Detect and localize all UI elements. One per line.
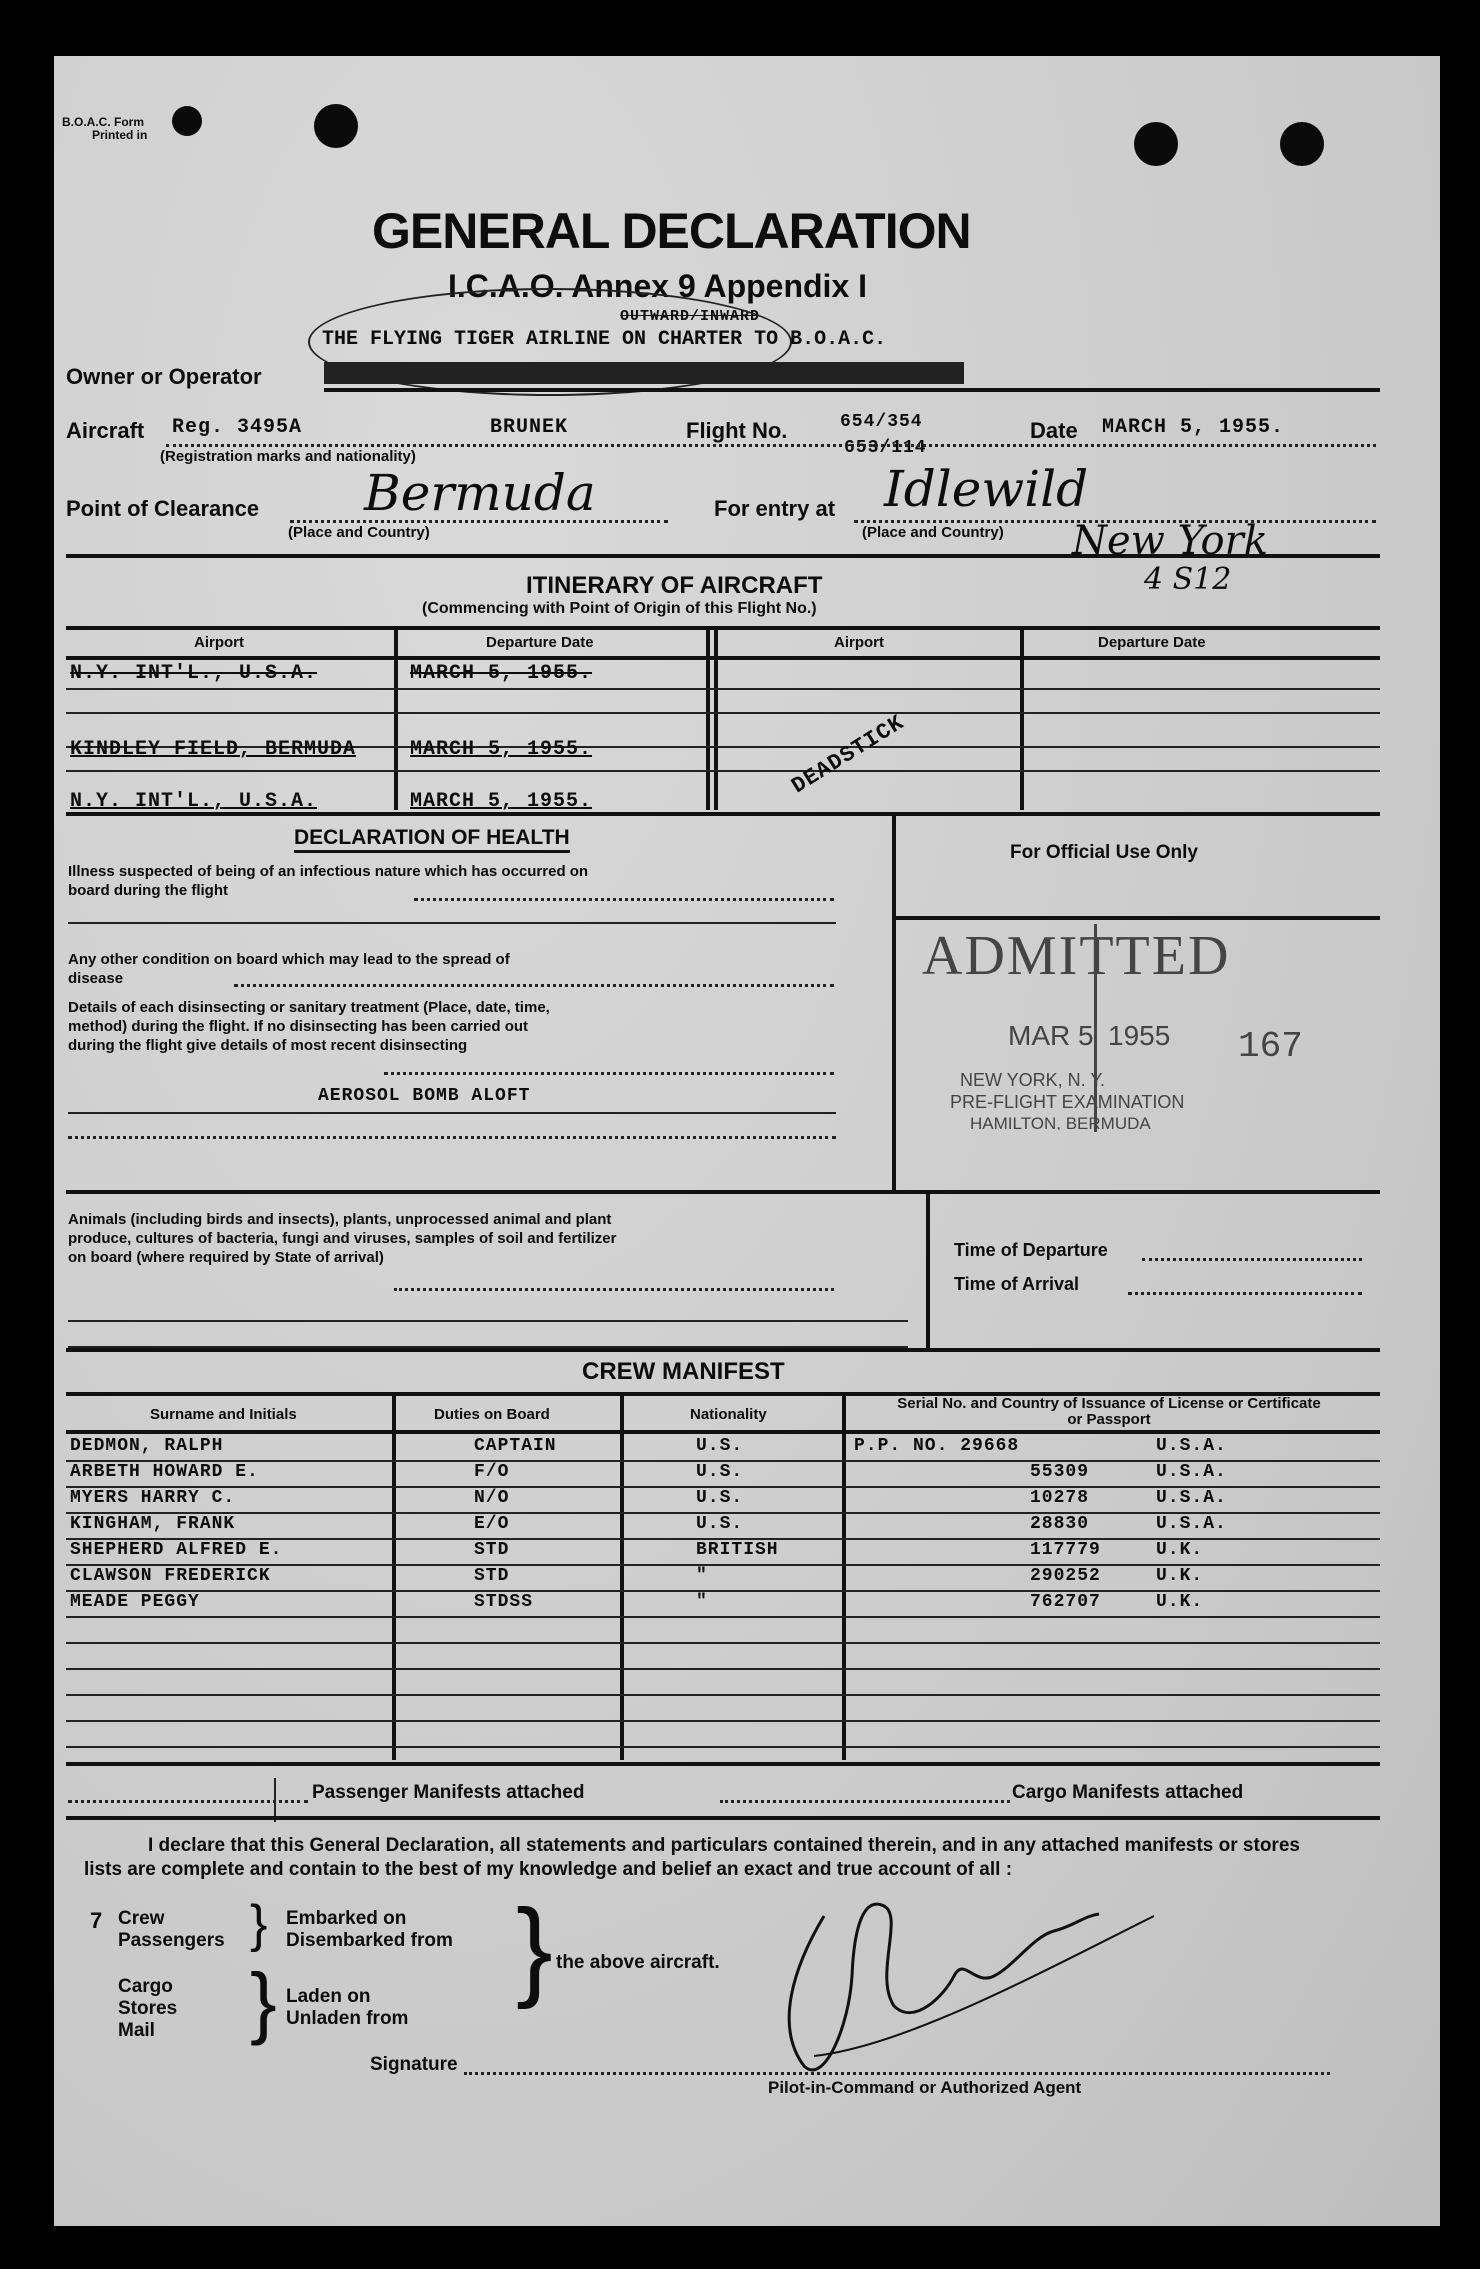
- health-q4: Animals (including birds and insects), plants, unprocessed animal and plant produce, cultures of bacteria, fungi and viruses, samples of soil and fertilizer on board (where required by State of arrival): [68, 1211, 617, 1266]
- crew-cell-nat: ": [696, 1566, 708, 1586]
- itin-row-1-date: MARCH 5, 1955.: [410, 662, 593, 685]
- departure-time-label: Time of Departure: [954, 1240, 1108, 1260]
- entry-place-note: (Place and Country): [862, 524, 1004, 541]
- crew-cell-country: U.S.A.: [1156, 1462, 1227, 1482]
- passenger-manifest-label: Passenger Manifests attached: [312, 1782, 585, 1803]
- crew-cell-name: MEADE PEGGY: [70, 1592, 200, 1612]
- brace: }: [516, 1887, 553, 2010]
- health-q2: Any other condition on board which may lead to the spread of disease: [68, 951, 510, 987]
- itin-header-airport-2: Airport: [834, 634, 884, 651]
- health-q3-answer: AEROSOL BOMB ALOFT: [318, 1086, 531, 1106]
- health-title: DECLARATION OF HEALTH: [294, 826, 570, 853]
- crew-cell-country: U.S.A.: [1156, 1488, 1227, 1508]
- crew-cell-serial: 10278: [1030, 1488, 1090, 1508]
- crew-header-nat: Nationality: [690, 1406, 767, 1423]
- crew-cell-serial: 290252: [1030, 1566, 1101, 1586]
- crew-cell-duty: STDSS: [474, 1592, 534, 1612]
- page-subtitle: I.C.A.O. Annex 9 Appendix I: [448, 268, 868, 304]
- crew-cell-country: U.S.A.: [1156, 1514, 1227, 1534]
- health-q3: Details of each disinsecting or sanitary treatment (Place, date, time, method) during the flight. If no disinsecting has been carried out during the flight give details of most recent disinsecting: [68, 999, 550, 1054]
- above-aircraft-label: the above aircraft.: [556, 1952, 720, 1973]
- declaration-text: I declare that this General Declaration, all statements and particulars contained therein, and in any attached manifests or stores lists are complete and contain to the best of my knowledge and belief an exact and true account of all :: [84, 1835, 1300, 1880]
- embarked-label: Embarked on: [286, 1908, 407, 1929]
- crew-cell-country: U.K.: [1156, 1592, 1204, 1612]
- flight-no: 654/354: [840, 412, 923, 432]
- crew-cell-nat: U.S.: [696, 1436, 744, 1456]
- crew-row-rule: [66, 1642, 1380, 1644]
- entry-label: For entry at: [714, 496, 836, 521]
- crew-cell-duty: STD: [474, 1566, 510, 1586]
- crew-row-rule: [66, 1616, 1380, 1618]
- itin-row-2-date: MARCH 5, 1955.: [410, 738, 593, 761]
- itin-row-3-date: MARCH 5, 1955.: [410, 790, 593, 813]
- crew-cell-serial: 762707: [1030, 1592, 1101, 1612]
- official-use-label: For Official Use Only: [1010, 842, 1198, 863]
- crew-cell-nat: U.S.: [696, 1462, 744, 1482]
- itinerary-subtitle: (Commencing with Point of Origin of this Flight No.): [422, 600, 817, 617]
- brace: }: [250, 1957, 277, 2046]
- crew-cell-serial: 117779: [1030, 1540, 1101, 1560]
- owner-operator-label: Owner or Operator: [66, 364, 262, 389]
- crew-count: 7: [90, 1908, 103, 1933]
- aircraft-type: BRUNEK: [490, 416, 569, 439]
- aircraft-label: Aircraft: [66, 418, 145, 443]
- crew-cell-nat: BRITISH: [696, 1540, 779, 1560]
- crew-cell-nat: U.S.: [696, 1488, 744, 1508]
- signer-role: Pilot-in-Command or Authorized Agent: [768, 2078, 1082, 2097]
- crew-cell-duty: E/O: [474, 1514, 510, 1534]
- handwritten-note: 4 S12: [1144, 562, 1232, 597]
- cargo-label: Cargo: [118, 1976, 173, 1997]
- itin-row-2-airport: KINDLEY FIELD, BERMUDA: [70, 738, 357, 761]
- crew-row-rule: [66, 1694, 1380, 1696]
- crew-cell-country: U.K.: [1156, 1540, 1204, 1560]
- entry-value: Idlewild: [884, 460, 1089, 518]
- crew-cell-nat: U.S.: [696, 1514, 744, 1534]
- arrival-time-label: Time of Arrival: [954, 1274, 1080, 1294]
- admitted-stamp: [898, 920, 1368, 1188]
- punch-hole: [314, 104, 358, 148]
- crew-cell-name: DEDMON, RALPH: [70, 1436, 224, 1456]
- health-q1: Illness suspected of being of an infectious nature which has occurred on board during the flight: [68, 863, 589, 899]
- crew-cell-duty: STD: [474, 1540, 510, 1560]
- crew-cell-name: KINGHAM, FRANK: [70, 1514, 236, 1534]
- stamp-place-3: HAMILTON, BERMUDA: [970, 1114, 1151, 1130]
- disembarked-label: Disembarked from: [286, 1930, 453, 1951]
- passengers-label: Passengers: [118, 1930, 225, 1951]
- crew-row-rule: [66, 1668, 1380, 1670]
- entry-extra: New York: [1072, 518, 1268, 564]
- crew-cell-duty: N/O: [474, 1488, 510, 1508]
- itin-header-airport: Airport: [194, 634, 244, 651]
- struck-operator: [324, 362, 964, 384]
- itinerary-title: ITINERARY OF AIRCRAFT: [526, 572, 823, 599]
- itin-row-3-airport: N.Y. INT'L., U.S.A.: [70, 790, 318, 813]
- clearance-place-note: (Place and Country): [288, 524, 430, 541]
- page-title: GENERAL DECLARATION: [372, 203, 971, 259]
- laden-label: Laden on: [286, 1986, 371, 2007]
- stores-label: Stores: [118, 1998, 178, 2019]
- crew-cell-country: U.K.: [1156, 1566, 1204, 1586]
- crew-cell-country: U.S.A.: [1156, 1436, 1227, 1456]
- punch-hole: [172, 106, 202, 136]
- crew-row-rule: [66, 1746, 1380, 1748]
- crew-cell-nat: ": [696, 1592, 708, 1612]
- signature-label: Signature: [370, 2054, 458, 2075]
- crew-cell-serial: 28830: [1030, 1514, 1090, 1534]
- crew-header-name: Surname and Initials: [150, 1406, 297, 1423]
- flight-date: MARCH 5, 1955.: [1102, 416, 1285, 439]
- crew-cell-duty: F/O: [474, 1462, 510, 1482]
- stamp-number: 167: [1238, 1026, 1303, 1067]
- crew-cell-name: MYERS HARRY C.: [70, 1488, 236, 1508]
- crew-header-duty: Duties on Board: [434, 1406, 550, 1423]
- aircraft-reg: Reg. 3495A: [172, 416, 303, 439]
- itin-header-date-2: Departure Date: [1098, 634, 1206, 651]
- stamp-year: 1955: [1108, 1020, 1171, 1051]
- crew-row-rule: [66, 1720, 1380, 1722]
- stamp-admitted: ADMITTED: [922, 925, 1231, 987]
- operator-typed: THE FLYING TIGER AIRLINE ON CHARTER TO B.O.A.C.: [322, 328, 887, 351]
- registration-note: (Registration marks and nationality): [160, 448, 416, 465]
- crew-cell-name: CLAWSON FREDERICK: [70, 1566, 271, 1586]
- unladen-label: Unladen from: [286, 2008, 409, 2029]
- mail-label: Mail: [118, 2020, 155, 2041]
- clearance-value: Bermuda: [364, 464, 596, 522]
- crew-title: CREW MANIFEST: [582, 1358, 785, 1385]
- punch-hole: [1134, 122, 1178, 166]
- cargo-manifest-label: Cargo Manifests attached: [1012, 1782, 1244, 1803]
- flight-no-label: Flight No.: [686, 418, 788, 443]
- declaration-form: [54, 56, 1440, 2226]
- itin-header-date: Departure Date: [486, 634, 594, 651]
- crew-header-serial: Serial No. and Country of Issuance of License or Certificate or Passport: [897, 1395, 1321, 1428]
- crew-cell-name: ARBETH HOWARD E.: [70, 1462, 259, 1482]
- date-label: Date: [1030, 418, 1078, 443]
- stamp-place-1: NEW YORK, N. Y.: [960, 1070, 1106, 1090]
- flight-no-2: 653/114: [844, 438, 927, 458]
- crew-cell-serial: 55309: [1030, 1462, 1090, 1482]
- outward-inward-label: OUTWARD/INWARD: [620, 308, 761, 325]
- stamp-date: MAR 5: [1008, 1020, 1094, 1051]
- itin-row-1-airport: N.Y. INT'L., U.S.A.: [70, 662, 318, 685]
- signature-scribble: [754, 1856, 1174, 2096]
- crew-cell-duty: CAPTAIN: [474, 1436, 557, 1456]
- clearance-label: Point of Clearance: [66, 496, 260, 521]
- crew-label: Crew: [118, 1908, 165, 1929]
- punch-hole: [1280, 122, 1324, 166]
- itin-stamp: DEADSTICK: [787, 710, 910, 800]
- crew-cell-name: SHEPHERD ALFRED E.: [70, 1540, 283, 1560]
- stamp-place-2: PRE-FLIGHT EXAMINATION: [950, 1092, 1185, 1112]
- brace: }: [250, 1895, 268, 1953]
- form-reference: B.O.A.C. Form Printed in: [62, 115, 148, 142]
- crew-cell-serial: P.P. NO. 29668: [854, 1436, 1020, 1456]
